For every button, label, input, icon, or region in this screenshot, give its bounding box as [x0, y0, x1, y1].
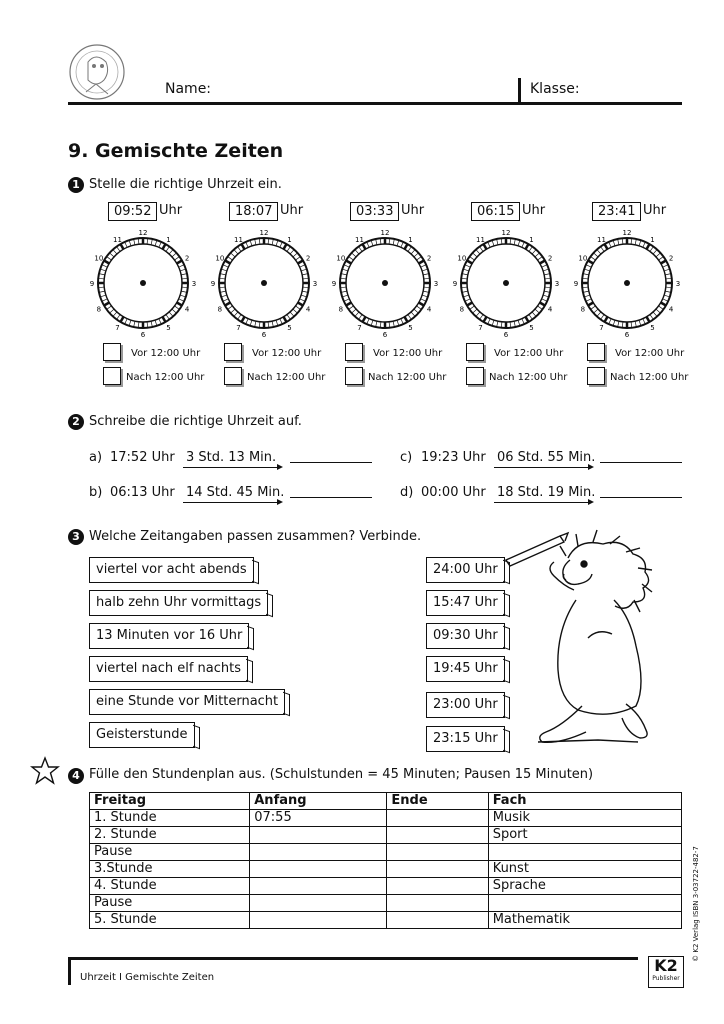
svg-text:6: 6: [261, 331, 267, 338]
svg-text:5: 5: [529, 324, 534, 333]
svg-text:1: 1: [650, 235, 655, 244]
clock-time-label: 09:52: [108, 202, 157, 221]
svg-text:5: 5: [287, 324, 292, 333]
svg-text:4: 4: [426, 305, 432, 314]
header-divider: [518, 78, 521, 104]
task2-d-arrow: [494, 502, 592, 503]
left-phrase-card[interactable]: Geisterstunde: [89, 722, 195, 748]
arrow-head-icon: [588, 464, 594, 470]
svg-text:7: 7: [236, 324, 241, 333]
svg-text:7: 7: [357, 324, 362, 333]
clock-face[interactable]: [88, 228, 198, 338]
svg-text:11: 11: [597, 235, 606, 244]
svg-text:9: 9: [573, 280, 579, 288]
table-cell: Musik: [488, 810, 681, 827]
svg-text:4: 4: [668, 305, 674, 314]
table-cell[interactable]: [250, 861, 387, 878]
svg-text:2: 2: [547, 254, 553, 263]
right-time-card[interactable]: 15:47 Uhr: [426, 590, 505, 616]
nach-12-label: Nach 12:00 Uhr: [126, 372, 205, 383]
nach-12-label: Nach 12:00 Uhr: [610, 372, 689, 383]
task2-a-label: a): [89, 450, 103, 465]
clock-face[interactable]: [209, 228, 319, 338]
table-cell[interactable]: [250, 878, 387, 895]
task2-c-answer-line[interactable]: [600, 462, 682, 463]
vor-12-label: Vor 12:00 Uhr: [615, 348, 685, 359]
table-cell: 2. Stunde: [90, 827, 250, 844]
footer-bar: [68, 957, 71, 985]
nach-12-label: Nach 12:00 Uhr: [247, 372, 326, 383]
svg-text:11: 11: [355, 235, 364, 244]
arrow-head-icon: [588, 499, 594, 505]
task2-a-arrow: [183, 467, 281, 468]
vor-12-label: Vor 12:00 Uhr: [252, 348, 322, 359]
svg-text:11: 11: [113, 235, 122, 244]
svg-text:10: 10: [94, 254, 104, 263]
table-cell: [488, 895, 681, 912]
svg-text:8: 8: [217, 305, 223, 314]
svg-text:4: 4: [184, 305, 190, 314]
right-time-card[interactable]: 23:15 Uhr: [426, 726, 505, 752]
svg-text:3: 3: [554, 280, 560, 288]
table-cell: Pause: [90, 895, 250, 912]
timetable-header-row: [90, 793, 682, 810]
table-cell[interactable]: [250, 827, 387, 844]
right-time-card[interactable]: 24:00 Uhr: [426, 557, 505, 583]
header-logo-image: [66, 40, 128, 106]
clock-time-label: 06:15: [471, 202, 520, 221]
svg-text:12: 12: [259, 229, 269, 237]
table-cell: 3.Stunde: [90, 861, 250, 878]
task2-a-time: 17:52 Uhr: [110, 450, 175, 465]
publisher-logo-sub: Publisher: [652, 975, 680, 982]
table-cell: [488, 844, 681, 861]
table-cell: Sprache: [488, 878, 681, 895]
vor-12-label: Vor 12:00 Uhr: [131, 348, 201, 359]
timetable-header-cell: Ende: [387, 793, 488, 810]
arrow-head-icon: [277, 464, 283, 470]
svg-text:1: 1: [408, 235, 413, 244]
task2-d-time: 00:00 Uhr: [421, 485, 486, 500]
svg-text:8: 8: [459, 305, 465, 314]
table-cell[interactable]: [387, 844, 488, 861]
timetable-header-cell: Freitag: [90, 793, 250, 810]
task3-number-badge: 3: [68, 529, 84, 545]
svg-text:2: 2: [184, 254, 190, 263]
table-cell[interactable]: [387, 827, 488, 844]
table-cell[interactable]: [250, 895, 387, 912]
table-cell: Mathematik: [488, 912, 681, 929]
task2-d-offset: 18 Std. 19 Min.: [497, 485, 596, 500]
table-cell[interactable]: [250, 912, 387, 929]
clock-face[interactable]: [330, 228, 440, 338]
hedgehog-illustration: [498, 528, 660, 748]
footer-text: Uhrzeit I Gemischte Zeiten: [80, 972, 215, 983]
nach-12-checkbox[interactable]: [103, 367, 121, 385]
svg-text:8: 8: [96, 305, 102, 314]
nach-12-checkbox[interactable]: [345, 367, 363, 385]
task2-c-label: c): [400, 450, 413, 465]
right-time-card[interactable]: 09:30 Uhr: [426, 623, 505, 649]
task2-a-offset: 3 Std. 13 Min.: [186, 450, 277, 465]
svg-text:2: 2: [668, 254, 674, 263]
timetable-header-cell: Fach: [488, 793, 681, 810]
vor-12-label: Vor 12:00 Uhr: [494, 348, 564, 359]
clock-time-label: 03:33: [350, 202, 399, 221]
clock-face[interactable]: [451, 228, 561, 338]
task1-instruction: Stelle die richtige Uhrzeit ein.: [89, 177, 282, 192]
vor-12-label: Vor 12:00 Uhr: [373, 348, 443, 359]
task2-b-label: b): [89, 485, 103, 500]
table-row: [90, 878, 682, 895]
svg-text:9: 9: [452, 280, 458, 288]
svg-text:6: 6: [624, 331, 630, 338]
right-time-card[interactable]: 23:00 Uhr: [426, 692, 505, 718]
table-cell: 1. Stunde: [90, 810, 250, 827]
task2-d-answer-line[interactable]: [600, 497, 682, 498]
task2-d-label: d): [400, 485, 414, 500]
vor-12-checkbox[interactable]: [466, 343, 484, 361]
vor-12-checkbox[interactable]: [587, 343, 605, 361]
table-cell: Sport: [488, 827, 681, 844]
svg-text:2: 2: [426, 254, 432, 263]
task2-number-badge: 2: [68, 414, 84, 430]
task2-b-arrow: [183, 502, 281, 503]
publisher-logo: [648, 956, 684, 988]
clock-time-label: 23:41: [592, 202, 641, 221]
svg-text:10: 10: [336, 254, 346, 263]
svg-text:3: 3: [675, 280, 681, 288]
svg-text:6: 6: [140, 331, 146, 338]
table-cell: Pause: [90, 844, 250, 861]
timetable-header-cell: Anfang: [250, 793, 387, 810]
page-title: 9. Gemischte Zeiten: [68, 140, 284, 162]
task2-instruction: Schreibe die richtige Uhrzeit auf.: [89, 414, 302, 429]
clock-uhr-label: Uhr: [401, 203, 425, 218]
svg-text:10: 10: [457, 254, 467, 263]
right-time-card[interactable]: 19:45 Uhr: [426, 656, 505, 682]
table-row: [90, 827, 682, 844]
svg-text:10: 10: [215, 254, 225, 263]
task1-number-badge: 1: [68, 177, 84, 193]
svg-text:12: 12: [380, 229, 390, 237]
clock-uhr-label: Uhr: [643, 203, 667, 218]
nach-12-checkbox[interactable]: [224, 367, 242, 385]
svg-text:4: 4: [305, 305, 311, 314]
svg-text:11: 11: [476, 235, 485, 244]
clock-uhr-label: Uhr: [522, 203, 546, 218]
task2-c-time: 19:23 Uhr: [421, 450, 486, 465]
table-cell[interactable]: [387, 895, 488, 912]
footer-rule: [68, 957, 638, 960]
clock-time-label: 18:07: [229, 202, 278, 221]
svg-text:5: 5: [650, 324, 655, 333]
svg-text:9: 9: [210, 280, 216, 288]
table-cell[interactable]: [387, 810, 488, 827]
table-row: [90, 895, 682, 912]
left-phrase-card[interactable]: halb zehn Uhr vormittags: [89, 590, 268, 616]
left-phrase-card[interactable]: eine Stunde vor Mitternacht: [89, 689, 285, 715]
star-icon: [30, 756, 60, 786]
svg-text:10: 10: [578, 254, 588, 263]
clock-uhr-label: Uhr: [159, 203, 183, 218]
arrow-head-icon: [277, 499, 283, 505]
vor-12-checkbox[interactable]: [345, 343, 363, 361]
task2-b-time: 06:13 Uhr: [110, 485, 175, 500]
task2-a-answer-line[interactable]: [290, 462, 372, 463]
timetable: [89, 792, 682, 929]
left-phrase-card[interactable]: viertel nach elf nachts: [89, 656, 248, 682]
task2-c-offset: 06 Std. 55 Min.: [497, 450, 596, 465]
table-cell[interactable]: 07:55: [250, 810, 387, 827]
table-row: [90, 912, 682, 929]
table-row: [90, 810, 682, 827]
table-cell: Kunst: [488, 861, 681, 878]
name-label: Name:: [165, 81, 212, 97]
table-cell[interactable]: [387, 912, 488, 929]
nach-12-label: Nach 12:00 Uhr: [489, 372, 568, 383]
class-label: Klasse:: [530, 81, 580, 97]
svg-text:1: 1: [529, 235, 534, 244]
svg-text:8: 8: [580, 305, 586, 314]
left-phrase-card[interactable]: viertel vor acht abends: [89, 557, 254, 583]
svg-text:6: 6: [382, 331, 388, 338]
svg-text:9: 9: [331, 280, 337, 288]
task2-c-arrow: [494, 467, 592, 468]
svg-text:5: 5: [408, 324, 413, 333]
svg-text:4: 4: [547, 305, 553, 314]
task4-instruction: Fülle den Stundenplan aus. (Schulstunden = 45 Minuten; Pausen 15 Minuten): [89, 767, 594, 782]
task4-number-badge: 4: [68, 768, 84, 784]
svg-text:12: 12: [622, 229, 632, 237]
svg-text:11: 11: [234, 235, 243, 244]
table-cell: 5. Stunde: [90, 912, 250, 929]
task2-b-offset: 14 Std. 45 Min.: [186, 485, 285, 500]
svg-text:1: 1: [166, 235, 171, 244]
side-copyright: © K2 Verlag ISBN 3-03722-482-7: [692, 846, 700, 962]
svg-text:7: 7: [599, 324, 604, 333]
nach-12-label: Nach 12:00 Uhr: [368, 372, 447, 383]
svg-text:12: 12: [501, 229, 511, 237]
svg-text:7: 7: [478, 324, 483, 333]
table-cell[interactable]: [250, 844, 387, 861]
svg-text:3: 3: [312, 280, 318, 288]
nach-12-checkbox[interactable]: [587, 367, 605, 385]
vor-12-checkbox[interactable]: [224, 343, 242, 361]
svg-text:3: 3: [191, 280, 197, 288]
table-cell: 4. Stunde: [90, 878, 250, 895]
table-row: [90, 861, 682, 878]
table-row: [90, 844, 682, 861]
svg-text:5: 5: [166, 324, 171, 333]
nach-12-checkbox[interactable]: [466, 367, 484, 385]
svg-text:6: 6: [503, 331, 509, 338]
clock-uhr-label: Uhr: [280, 203, 304, 218]
svg-text:1: 1: [287, 235, 292, 244]
task2-b-answer-line[interactable]: [290, 497, 372, 498]
left-phrase-card[interactable]: 13 Minuten vor 16 Uhr: [89, 623, 249, 649]
publisher-logo-text: K2: [654, 956, 678, 975]
table-cell[interactable]: [387, 861, 488, 878]
svg-text:8: 8: [338, 305, 344, 314]
table-cell[interactable]: [387, 878, 488, 895]
vor-12-checkbox[interactable]: [103, 343, 121, 361]
svg-text:2: 2: [305, 254, 311, 263]
svg-text:12: 12: [138, 229, 148, 237]
task3-instruction: Welche Zeitangaben passen zusammen? Verbinde.: [89, 529, 422, 544]
svg-text:3: 3: [433, 280, 439, 288]
svg-text:7: 7: [115, 324, 120, 333]
header-rule: [68, 102, 682, 105]
clock-face[interactable]: [572, 228, 682, 338]
svg-text:9: 9: [89, 280, 95, 288]
